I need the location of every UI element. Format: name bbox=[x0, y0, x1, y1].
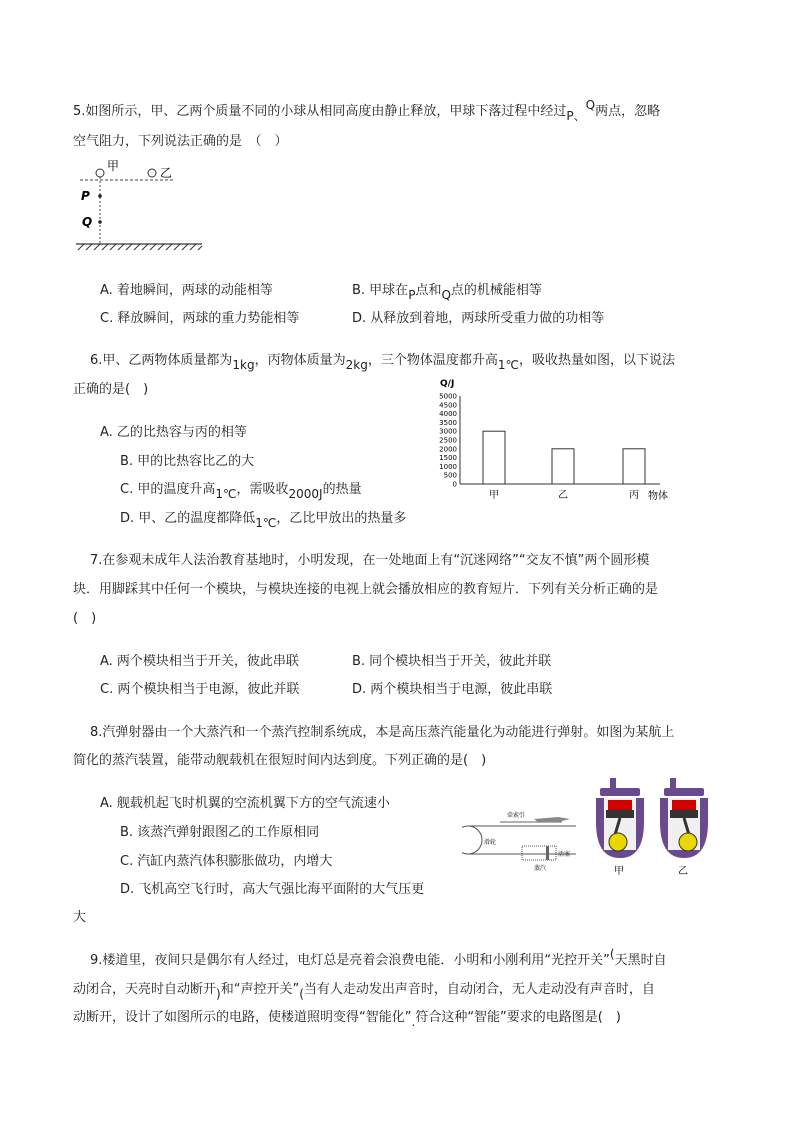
chart-xlabel: 物体 bbox=[648, 491, 668, 502]
q5-option-b[interactable]: B. 甲球在P点和Q点的机械能相等 bbox=[352, 283, 542, 302]
chart-ytick-2500: 2500 bbox=[439, 436, 457, 445]
q9-stem-line2: 动闭合，天亮时自动断开)和“声控开关”(当有人走动发出声音时，自动闭合，无人走动没有声音时，自 bbox=[73, 982, 655, 1001]
q5-option-a[interactable]: A. 着地瞬间，两球的动能相等 bbox=[100, 283, 273, 298]
q5-stem-line1: 5.如图所示，甲、乙两个质量不同的小球从相同高度由静止释放，甲球下落过程中经过P、Q两点，忽略 bbox=[73, 98, 661, 123]
svg-text:滑轮: 滑轮 bbox=[484, 839, 497, 846]
label-P: P bbox=[81, 189, 90, 203]
label-Q: Q bbox=[82, 215, 93, 229]
q8-stem-line2: 简化的蒸汽装置，能带动舰载机在很短时间内达到度。下列正确的是( ) bbox=[73, 753, 487, 768]
chart-ytick-1500: 1500 bbox=[439, 454, 457, 463]
chart-ytick-5000: 5000 bbox=[439, 392, 457, 401]
q6-option-a[interactable]: A. 乙的比热容与丙的相等 bbox=[100, 425, 247, 440]
engine-jia bbox=[596, 778, 644, 858]
ground-hatch bbox=[78, 244, 202, 250]
jet-icon bbox=[534, 817, 570, 822]
engine-yi bbox=[660, 778, 708, 858]
chart-bar-乙 bbox=[552, 449, 574, 484]
chart-ytick-4500: 4500 bbox=[439, 401, 457, 410]
q7-stem-line2: 块．用脚踩其中任何一个模块，与模块连接的电视上就会播放相应的教育短片．下列有关分析正确的是 bbox=[73, 582, 659, 597]
q8-option-b[interactable]: B. 该蒸汽弹射跟图乙的工作原相同 bbox=[120, 825, 320, 840]
q8-engine-figures bbox=[594, 778, 718, 878]
chart-ytick-500: 500 bbox=[443, 471, 457, 480]
svg-text:甲: 甲 bbox=[614, 866, 624, 877]
chart-category-label: 丙 bbox=[629, 490, 639, 501]
svg-text:牵索引: 牵索引 bbox=[507, 812, 526, 819]
q5-option-d[interactable]: D. 从释放到着地，两球所受重力做的功相等 bbox=[352, 311, 605, 326]
q6-heat-chart bbox=[424, 374, 688, 504]
chart-bar-甲 bbox=[483, 431, 505, 484]
chart-ytick-3000: 3000 bbox=[439, 427, 457, 436]
q6-stem-line1: 6.甲、乙两物体质量都为1kg，丙物体质量为2kg，三个物体温度都升高1℃，吸收热量如图，以下说法 bbox=[90, 353, 675, 372]
svg-text:蒸汽: 蒸汽 bbox=[534, 865, 547, 872]
svg-text:活塞: 活塞 bbox=[558, 851, 571, 858]
q7-option-d[interactable]: D. 两个模块相当于电源，彼此串联 bbox=[352, 682, 553, 697]
q8-stem-line1: 8.汽弹射器由一个大蒸汽和一个蒸汽控制系统成，本是高压蒸汽能量化为动能进行弹射。如图为某航上 bbox=[90, 725, 675, 740]
cylinder-icon bbox=[522, 846, 556, 860]
chart-ytick-3500: 3500 bbox=[439, 418, 457, 427]
chart-bar-丙 bbox=[623, 449, 645, 484]
q8-option-d[interactable]: D. 飞机高空飞行时，高大气强比海平面附的大气压更 bbox=[120, 882, 425, 897]
q8-option-a[interactable]: A. 舰载机起飞时机翼的空流机翼下方的空气流速小 bbox=[100, 796, 390, 811]
chart-category-label: 乙 bbox=[558, 490, 568, 501]
q5-option-c[interactable]: C. 释放瞬间，两球的重力势能相等 bbox=[100, 311, 300, 326]
q6-stem-line2: 正确的是( ) bbox=[73, 382, 149, 397]
q5-figure bbox=[74, 158, 210, 254]
q7-option-b[interactable]: B. 同个模块相当于开关，彼此并联 bbox=[352, 654, 552, 669]
q8-option-c[interactable]: C. 汽缸内蒸汽体积膨胀做功，内增大 bbox=[120, 854, 333, 869]
svg-text:乙: 乙 bbox=[678, 866, 688, 877]
pulley-icon bbox=[462, 826, 482, 854]
chart-ytick-1000: 1000 bbox=[439, 462, 457, 471]
q6-option-c[interactable]: C. 甲的温度升高1℃，需吸收2000J的热量 bbox=[120, 482, 362, 501]
q6-option-d[interactable]: D. 甲、乙的温度都降低1℃，乙比甲放出的热量多 bbox=[120, 511, 407, 530]
ball-yi bbox=[148, 169, 156, 177]
chart-ytick-4000: 4000 bbox=[439, 410, 457, 419]
q7-stem-line3: ( ) bbox=[73, 611, 97, 626]
q8-catapult-figure bbox=[462, 806, 582, 876]
q9-stem-line1: 9.楼道里，夜间只是偶尔有人经过，电灯总是亮着会浪费电能．小明和小刚利用“光控开关”(天黑时自 bbox=[90, 947, 667, 968]
q5-stem-line2: 空气阻力，下列说法正确的是 （ ） bbox=[73, 134, 288, 149]
chart-ytick-2000: 2000 bbox=[439, 445, 457, 454]
chart-ylabel: Q/J bbox=[440, 379, 455, 389]
q8-option-d-cont: 大 bbox=[73, 910, 87, 925]
label-jia: 甲 bbox=[107, 159, 120, 173]
q7-stem-line1: 7.在参观未成年人法治教育基地时，小明发现，在一处地面上有“沉迷网络”“交友不慎”两个圆形模 bbox=[90, 553, 650, 568]
label-yi: 乙 bbox=[160, 166, 173, 180]
ball-jia bbox=[96, 169, 104, 177]
q7-option-c[interactable]: C. 两个模块相当于电源，彼此并联 bbox=[100, 682, 300, 697]
q9-stem-line3: 动断开，设计了如图所示的电路，使楼道照明变得“智能化”.符合这种“智能”要求的电路图是( ) bbox=[73, 1010, 621, 1029]
chart-ytick-0: 0 bbox=[452, 480, 457, 489]
q7-option-a[interactable]: A. 两个模块相当于开关，彼此串联 bbox=[100, 654, 299, 669]
q6-option-b[interactable]: B. 甲的比热容比乙的大 bbox=[120, 454, 255, 469]
chart-category-label: 甲 bbox=[489, 490, 499, 501]
